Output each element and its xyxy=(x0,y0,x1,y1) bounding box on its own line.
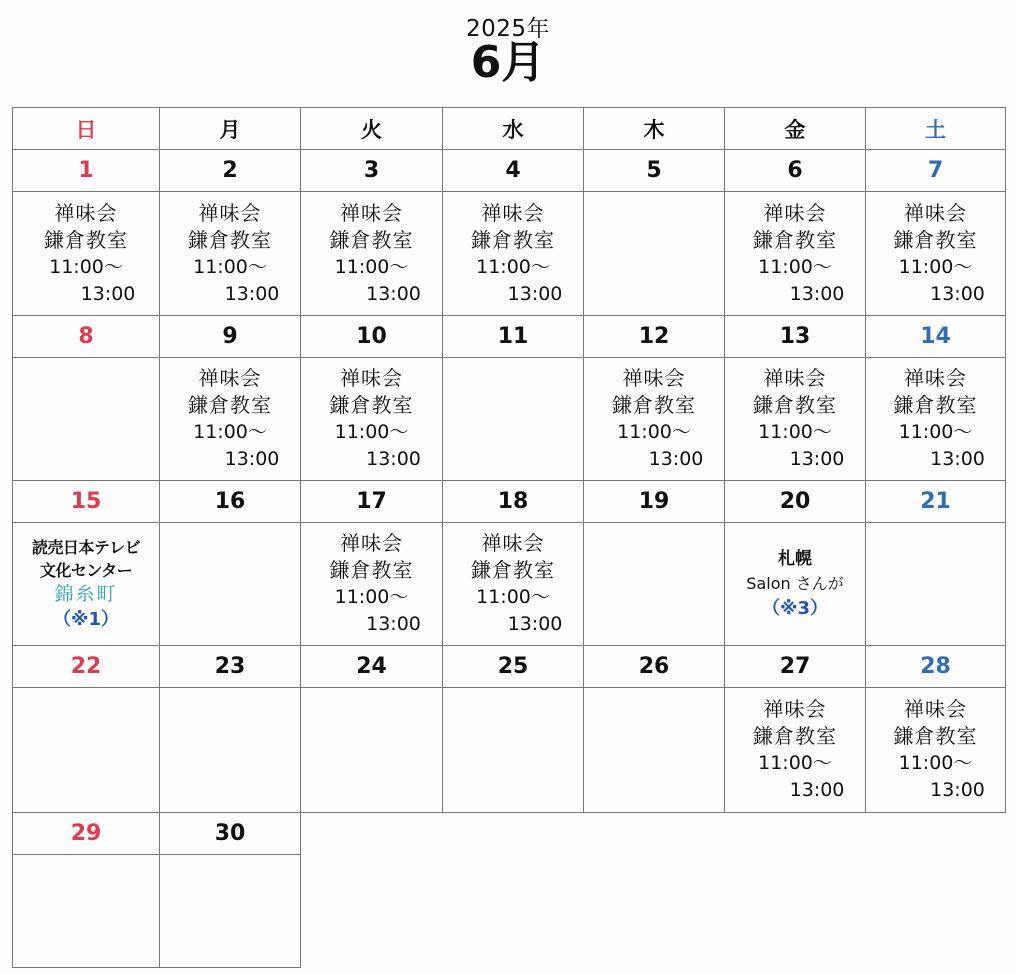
event-name: 禅味会 xyxy=(904,200,967,225)
date-cell: 23 xyxy=(160,646,301,688)
event-name: 禅味会 xyxy=(622,366,686,390)
date-cell: 18 xyxy=(443,481,584,523)
event-end-time: 13:00 xyxy=(507,613,563,635)
event-cell xyxy=(301,523,443,646)
event-venue: 鎌倉教室 xyxy=(188,393,272,417)
date-cell: 19 xyxy=(584,481,725,523)
event-start-time: 11:00〜 xyxy=(758,421,832,443)
date-cell: 22 xyxy=(12,646,160,688)
event-cell xyxy=(866,358,1006,481)
event-venue: 鎌倉教室 xyxy=(471,227,555,252)
event-venue: 鎌倉教室 xyxy=(329,558,414,582)
date-cell: 21 xyxy=(866,481,1006,523)
year-label: 2025年 xyxy=(465,16,551,42)
event-start-time: 11:00〜 xyxy=(334,255,409,278)
event-start-time: 11:00〜 xyxy=(49,255,123,278)
event-start-time: 11:00〜 xyxy=(898,421,973,443)
event-start-time: 11:00〜 xyxy=(193,255,267,278)
date-cell: 13 xyxy=(725,316,866,358)
month-title: 6月 xyxy=(470,37,546,88)
event-cell xyxy=(725,688,866,813)
event-name: 禅味会 xyxy=(763,366,827,390)
special-event-note: （※3） xyxy=(761,598,829,619)
event-cell xyxy=(866,523,1006,646)
event-start-time: 11:00〜 xyxy=(193,421,267,443)
event-cell xyxy=(301,358,443,481)
special-event-line: 読売日本テレビ xyxy=(31,538,141,557)
date-cell: 29 xyxy=(12,813,160,855)
event-cell xyxy=(725,523,866,646)
event-start-time: 11:00〜 xyxy=(758,255,832,278)
event-cell xyxy=(160,358,301,481)
event-end-time: 13:00 xyxy=(80,282,136,305)
special-event-city: 札幌 xyxy=(778,549,812,569)
date-cell: 2 xyxy=(160,150,301,192)
weekday-header: 日 xyxy=(12,107,160,150)
event-name: 禅味会 xyxy=(481,200,545,225)
event-venue: 鎌倉教室 xyxy=(753,724,837,748)
event-venue: 鎌倉教室 xyxy=(188,227,272,252)
event-name: 禅味会 xyxy=(198,366,262,390)
event-start-time: 11:00〜 xyxy=(617,421,691,443)
event-end-time: 13:00 xyxy=(224,448,280,470)
weekday-header: 火 xyxy=(301,107,443,150)
date-cell: 9 xyxy=(160,316,301,358)
event-start-time: 11:00〜 xyxy=(476,586,550,608)
event-end-time: 13:00 xyxy=(789,779,845,801)
event-venue: 鎌倉教室 xyxy=(612,393,696,417)
event-name: 禅味会 xyxy=(340,200,403,225)
event-end-time: 13:00 xyxy=(366,282,421,305)
date-cell: 17 xyxy=(301,481,443,523)
date-cell: 10 xyxy=(301,316,443,358)
event-venue: 鎌倉教室 xyxy=(471,558,555,582)
event-cell xyxy=(160,688,301,813)
date-cell: 27 xyxy=(725,646,866,688)
event-start-time: 11:00〜 xyxy=(476,255,550,278)
event-venue: 鎌倉教室 xyxy=(753,227,837,252)
event-cell xyxy=(301,688,443,813)
special-event-location: 錦糸町 xyxy=(54,583,118,605)
event-venue: 鎌倉教室 xyxy=(329,227,414,252)
date-cell: 14 xyxy=(866,316,1006,358)
event-cell xyxy=(160,523,301,646)
event-cell xyxy=(443,523,584,646)
date-cell: 24 xyxy=(301,646,443,688)
weekday-header: 水 xyxy=(443,107,584,150)
event-start-time: 11:00〜 xyxy=(334,586,409,608)
event-end-time: 13:00 xyxy=(366,448,421,470)
event-venue: 鎌倉教室 xyxy=(893,724,978,748)
event-cell xyxy=(12,688,160,813)
weekday-header: 土 xyxy=(866,107,1006,150)
event-cell xyxy=(584,523,725,646)
event-name: 禅味会 xyxy=(904,697,967,721)
event-name: 禅味会 xyxy=(763,200,827,225)
date-cell: 20 xyxy=(725,481,866,523)
date-cell: 26 xyxy=(584,646,725,688)
event-cell xyxy=(443,358,584,481)
event-cell xyxy=(584,358,725,481)
date-cell: 15 xyxy=(12,481,160,523)
event-cell xyxy=(725,358,866,481)
event-venue: 鎌倉教室 xyxy=(753,393,837,417)
event-name: 禅味会 xyxy=(340,531,403,555)
event-name: 禅味会 xyxy=(54,200,118,225)
event-end-time: 13:00 xyxy=(789,282,845,305)
event-cell xyxy=(866,688,1006,813)
event-name: 禅味会 xyxy=(763,697,827,721)
weekday-header: 木 xyxy=(584,107,725,150)
event-start-time: 11:00〜 xyxy=(758,752,832,774)
special-event-note: （※1） xyxy=(52,609,120,630)
event-start-time: 11:00〜 xyxy=(898,752,973,774)
event-cell xyxy=(12,358,160,481)
date-cell: 1 xyxy=(12,150,160,192)
event-cell xyxy=(584,192,725,316)
date-cell: 16 xyxy=(160,481,301,523)
date-cell: 3 xyxy=(301,150,443,192)
date-cell: 4 xyxy=(443,150,584,192)
special-event-venue: Salon さんが xyxy=(746,574,844,593)
weekday-header: 金 xyxy=(725,107,866,150)
event-end-time: 13:00 xyxy=(930,282,985,305)
event-cell xyxy=(12,192,160,316)
weekday-header: 月 xyxy=(160,107,301,150)
event-venue: 鎌倉教室 xyxy=(893,393,978,417)
event-cell xyxy=(160,192,301,316)
event-end-time: 13:00 xyxy=(366,613,421,635)
event-cell xyxy=(301,192,443,316)
event-cell xyxy=(12,855,160,968)
event-end-time: 13:00 xyxy=(507,282,563,305)
date-cell: 6 xyxy=(725,150,866,192)
event-end-time: 13:00 xyxy=(930,779,985,801)
event-name: 禅味会 xyxy=(340,366,403,390)
event-cell xyxy=(866,192,1006,316)
date-cell: 8 xyxy=(12,316,160,358)
date-cell: 11 xyxy=(443,316,584,358)
date-cell: 28 xyxy=(866,646,1006,688)
special-event-line: 文化センター xyxy=(39,561,133,580)
event-start-time: 11:00〜 xyxy=(334,421,409,443)
event-venue: 鎌倉教室 xyxy=(329,393,414,417)
event-cell xyxy=(725,192,866,316)
event-end-time: 13:00 xyxy=(648,448,704,470)
date-cell: 30 xyxy=(160,813,301,855)
event-cell xyxy=(584,688,725,813)
event-cell xyxy=(443,688,584,813)
event-name: 禅味会 xyxy=(904,366,967,390)
event-name: 禅味会 xyxy=(481,531,545,555)
event-end-time: 13:00 xyxy=(930,448,985,470)
event-cell xyxy=(12,523,160,646)
date-cell: 12 xyxy=(584,316,725,358)
date-cell: 5 xyxy=(584,150,725,192)
event-venue: 鎌倉教室 xyxy=(44,227,128,252)
event-venue: 鎌倉教室 xyxy=(893,227,978,252)
event-cell xyxy=(160,855,301,968)
event-cell xyxy=(443,192,584,316)
event-end-time: 13:00 xyxy=(224,282,280,305)
date-cell: 7 xyxy=(866,150,1006,192)
event-start-time: 11:00〜 xyxy=(898,255,973,278)
event-end-time: 13:00 xyxy=(789,448,845,470)
event-name: 禅味会 xyxy=(198,200,262,225)
date-cell: 25 xyxy=(443,646,584,688)
